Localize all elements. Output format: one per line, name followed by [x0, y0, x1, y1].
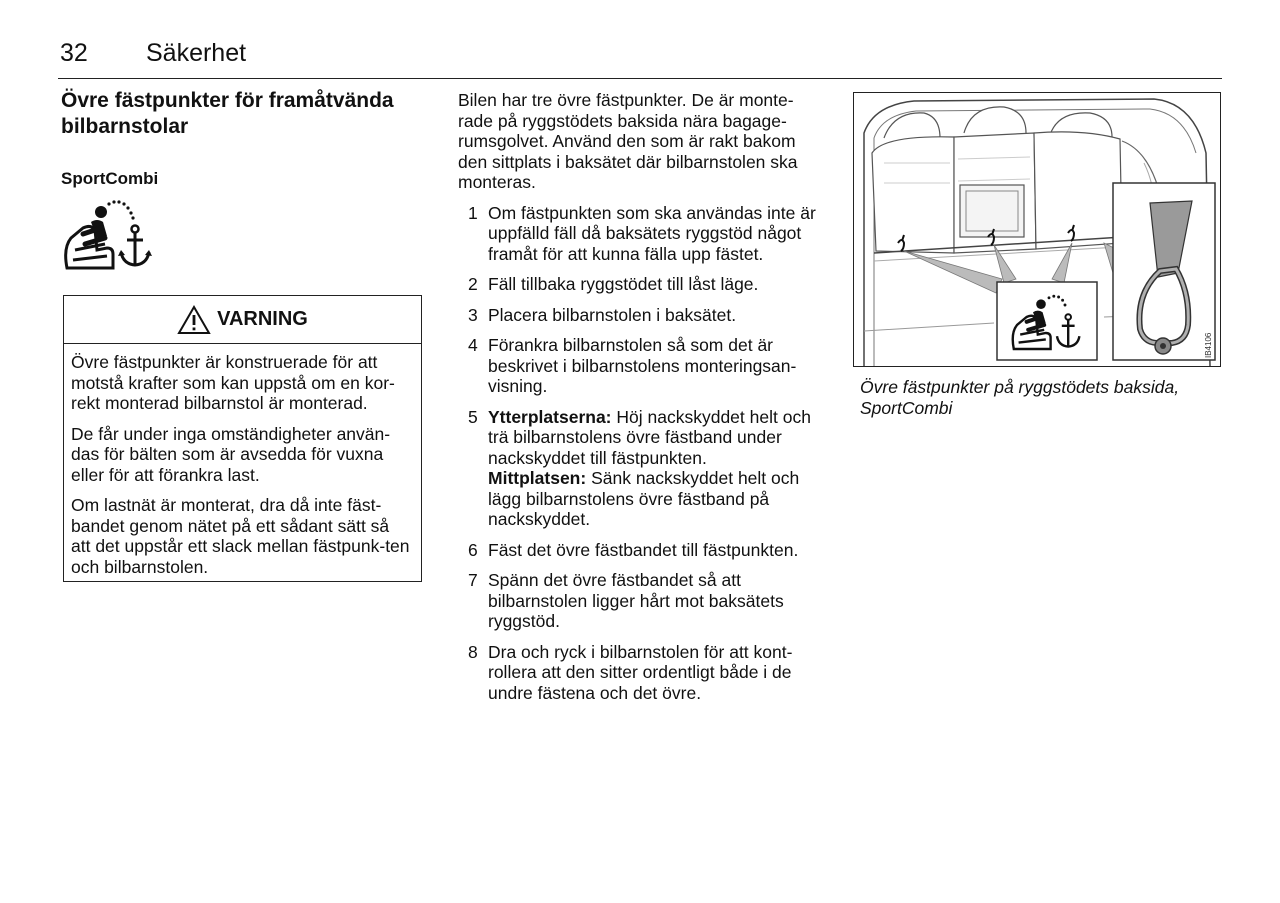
- page-title: Övre fästpunkter för framåtvända bilbarnstolar: [61, 89, 394, 138]
- child-seat-anchor-icon: [61, 198, 156, 273]
- cargo-area-drawing: [854, 93, 1220, 366]
- step-item: [458, 274, 828, 295]
- left-column: [61, 88, 426, 190]
- middle-column: [458, 90, 828, 713]
- step-text: Förankra bilbarnstolen så som det är beskrivet i bilbarnstolens monteringsan-visning.: [488, 335, 797, 396]
- step-text: Höj nackskyddet helt och trä bilbarnstolens övre fästband under nackskyddet till fästpunkten.: [488, 406, 811, 468]
- warning-paragraph: Övre fästpunkter är konstruerade för att motstå krafter som kan uppstå om en kor-rekt monterad bilbarnstol är monterad.: [71, 352, 395, 413]
- header-divider: [58, 78, 1222, 79]
- step-number: 8: [468, 641, 478, 662]
- warning-body: [64, 344, 421, 577]
- step-bold-label: Mittplatsen:: [488, 468, 587, 488]
- intro-paragraph: Bilen har tre övre fästpunkter. De är monte-rade på ryggstödets baksida nära bagage-rumsgolvet. Använd den som är rakt bakom den sittplats i baksätet där bilbarnstolen ska monteras.: [458, 90, 798, 192]
- warning-label: VARNING: [217, 308, 308, 330]
- step-item: [458, 407, 828, 530]
- anchor-illustration: [853, 92, 1221, 367]
- step-bold-label: Ytterplatserna:: [488, 406, 612, 427]
- step-text: Fäst det övre fästbandet till fästpunkten.: [488, 539, 799, 560]
- step-number: 3: [468, 304, 478, 325]
- figure-caption: Övre fästpunkter på ryggstödets baksida, SportCombi: [860, 377, 1180, 418]
- step-item: [458, 305, 828, 326]
- step-text: Spänn det övre fästbandet så att bilbarnstolen ligger hårt mot baksätets ryggstöd.: [488, 570, 784, 631]
- section-title: Säkerhet: [146, 39, 247, 67]
- step-item: [458, 203, 828, 265]
- step-list: [458, 203, 828, 704]
- warning-triangle-icon: [177, 305, 211, 335]
- page-header: [60, 38, 246, 68]
- step-number: 2: [468, 274, 478, 294]
- step-number: 5: [468, 406, 478, 427]
- step-item: [458, 570, 828, 632]
- step-text: Fäll tillbaka ryggstödet till låst läge.: [488, 274, 759, 294]
- step-text: Placera bilbarnstolen i baksätet.: [488, 304, 737, 325]
- step-item: [458, 540, 828, 561]
- warning-paragraph: De får under inga omständigheter använ-das för bälten som är avsedda för vuxna eller för att förankra last.: [71, 423, 391, 485]
- step-number: 6: [468, 539, 478, 560]
- step-text: Om fästpunkten som ska användas inte är uppfälld fäll då baksätets ryggstöd något framåt för att kunna fälla upp fästet.: [488, 202, 816, 264]
- warning-paragraph: Om lastnät är monterat, dra då inte fäst-bandet genom nätet på ett sådant sätt så att det uppstår ett slack mellan fästpunk-ten och bilbarnstolen.: [71, 495, 410, 577]
- step-text: Dra och ryck i bilbarnstolen för att kont-rollera att den sitter ordentligt både i de undre fästena och det övre.: [488, 641, 793, 703]
- warning-box: [63, 295, 422, 582]
- page-number: 32: [60, 39, 88, 67]
- figure-code: IB4106: [1204, 332, 1213, 358]
- step-number: 4: [468, 335, 478, 355]
- step-number: 1: [468, 202, 478, 223]
- step-item: [458, 642, 828, 704]
- step-item: [458, 335, 828, 397]
- step-number: 7: [468, 570, 478, 590]
- warning-header: [64, 296, 421, 344]
- subtitle: SportCombi: [61, 169, 159, 188]
- step-text: Sänk nackskyddet helt och lägg bilbarnstolens övre fästband på nackskyddet.: [488, 468, 800, 529]
